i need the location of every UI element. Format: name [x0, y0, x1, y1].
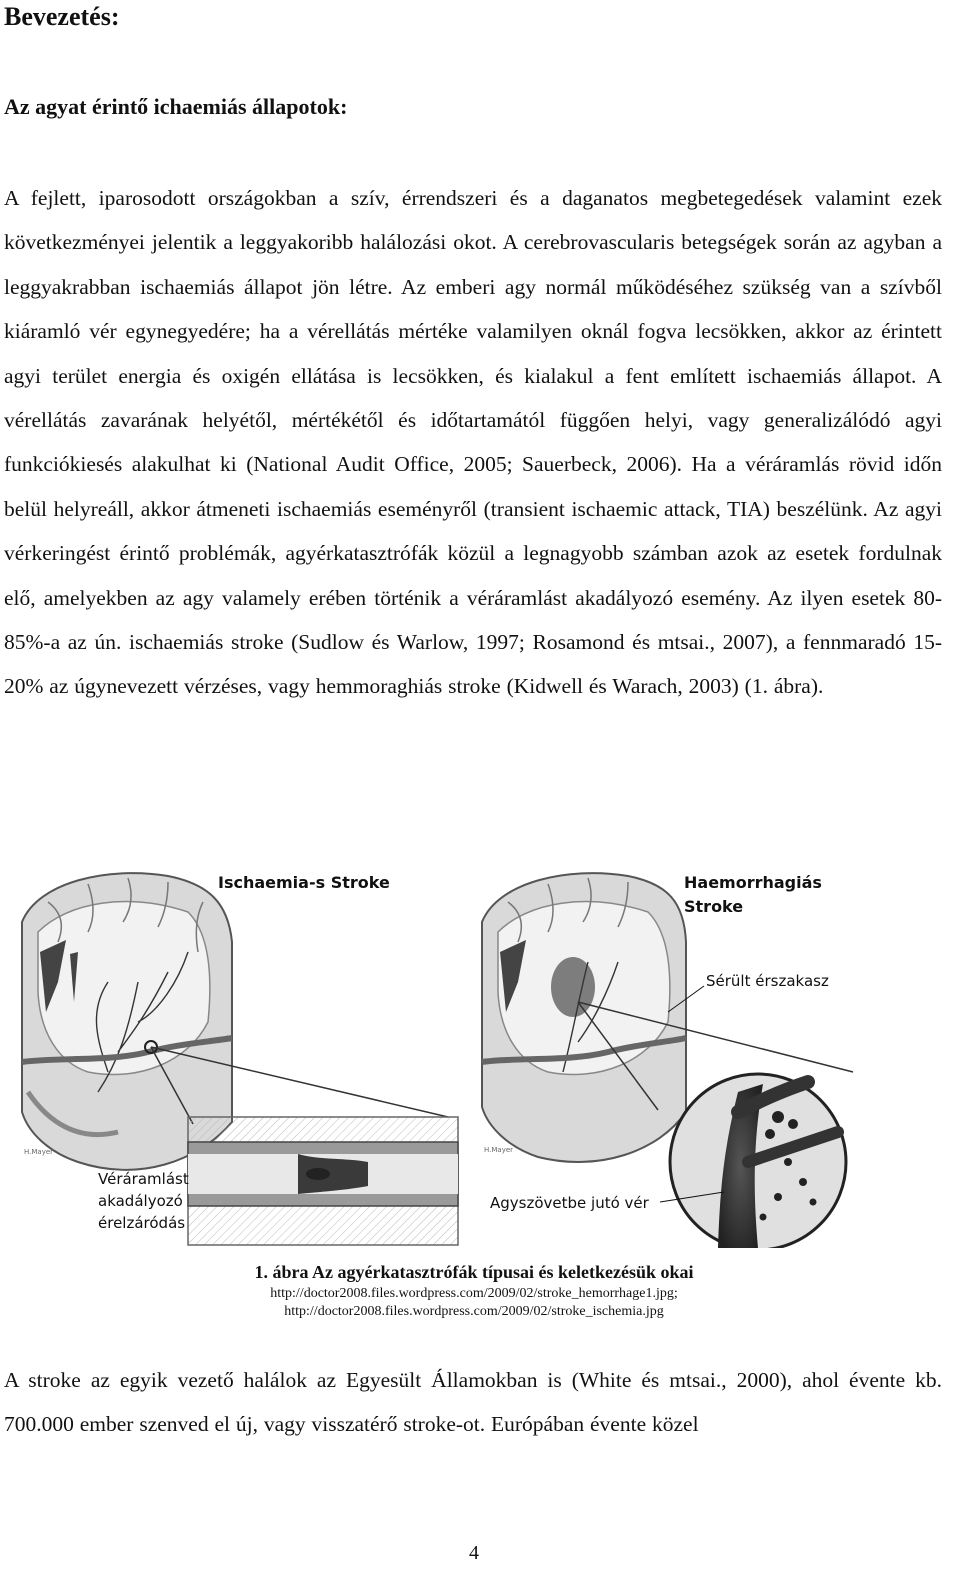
section-heading: Bevezetés: [4, 2, 120, 31]
signature-right: H.Mayer [484, 1146, 514, 1154]
figure-caption-title: 1. ábra Az agyérkatasztrófák típusai és keletkezésük okai [254, 1262, 694, 1282]
occlusion-label-1: Véráramlást [98, 1170, 189, 1188]
haemorrhagic-title-1: Haemorrhagiás [684, 873, 822, 892]
stroke-figure [18, 862, 860, 1248]
bleeding-label: Agyszövetbe jutó vér [490, 1194, 649, 1212]
ischaemic-title: Ischaemia-s Stroke [218, 873, 390, 892]
ruptured-vessel-illustration [670, 1074, 846, 1248]
haemorrhagic-brain-illustration [482, 873, 686, 1162]
page-number: 4 [469, 1542, 479, 1564]
haemorrhagic-title-2: Stroke [684, 897, 744, 916]
signature-left: H.Mayer [24, 1148, 54, 1156]
figure-source-2: http://doctor2008.files.wordpress.com/2009/02/stroke_ischemia.jpg [284, 1304, 664, 1319]
figure-source-1: http://doctor2008.files.wordpress.com/2009/02/stroke_hemorrhage1.jpg; [270, 1286, 678, 1301]
body-paragraph-1: A fejlett, iparosodott országokban a szív, érrendszeri és a daganatos megbetegedések valamint ezek következményei jelentik a leggyakoribb halálozási okot. A cerebrovascularis betegségek során az agyban a leggyakrabban ischaemiás állapot jön létre. Az emberi agy normál működéséhez szükség van a szívből kiáramló vér egynegyedére; ha a vérellátás mértéke valamilyen oknál fogva lecsökken, akkor az érintett agyi terület energia és oxigén ellátása is lecsökken, és kialakul a fent említett ischaemiás állapot. A vérellátás zavarának helyétől, mértékétől és időtartamától függően helyi, vagy generalizálódó agyi funkciókiesés alakulhat ki (National Audit Office, 2005; Sauerbeck, 2006). Ha a véráramlás rövid időn belül helyreáll, akkor átmeneti ischaemiás eseményről (transient ischaemic attack, TIA) beszélünk. Az agyi vérkeringést érintő problémák, agyérkatasztrófák közül a legnagyobb számban azok az esetek fordulnak elő, amelyekben az agy valamely erében történik a véráramlást akadályozó esemény. Az ilyen esetek 80-85%-a az ún. ischaemiás stroke (Sudlow és Warlow, 1997; Rosamond és mtsai., 2007), a fennmaradó 15-20% az úgynevezett vérzéses, vagy hemmoraghiás stroke (Kidwell és Warach, 2003) (1. ábra). [4, 186, 942, 699]
occlusion-label-2: akadályozó [98, 1192, 183, 1210]
occlusion-label-3: érelzáródás [98, 1214, 186, 1232]
body-paragraph-2: A stroke az egyik vezető halálok az Egyesült Államokban is (White és mtsai., 2000), ahol évente kb. 700.000 ember szenved el új, vagy visszatérő stroke-ot. Európában évente közel [4, 1368, 942, 1437]
subsection-heading: Az agyat érintő ichaemiás állapotok: [4, 94, 348, 119]
occluded-vessel-illustration [188, 1117, 458, 1245]
damaged-vessel-label: Sérült érszakasz [706, 972, 829, 990]
